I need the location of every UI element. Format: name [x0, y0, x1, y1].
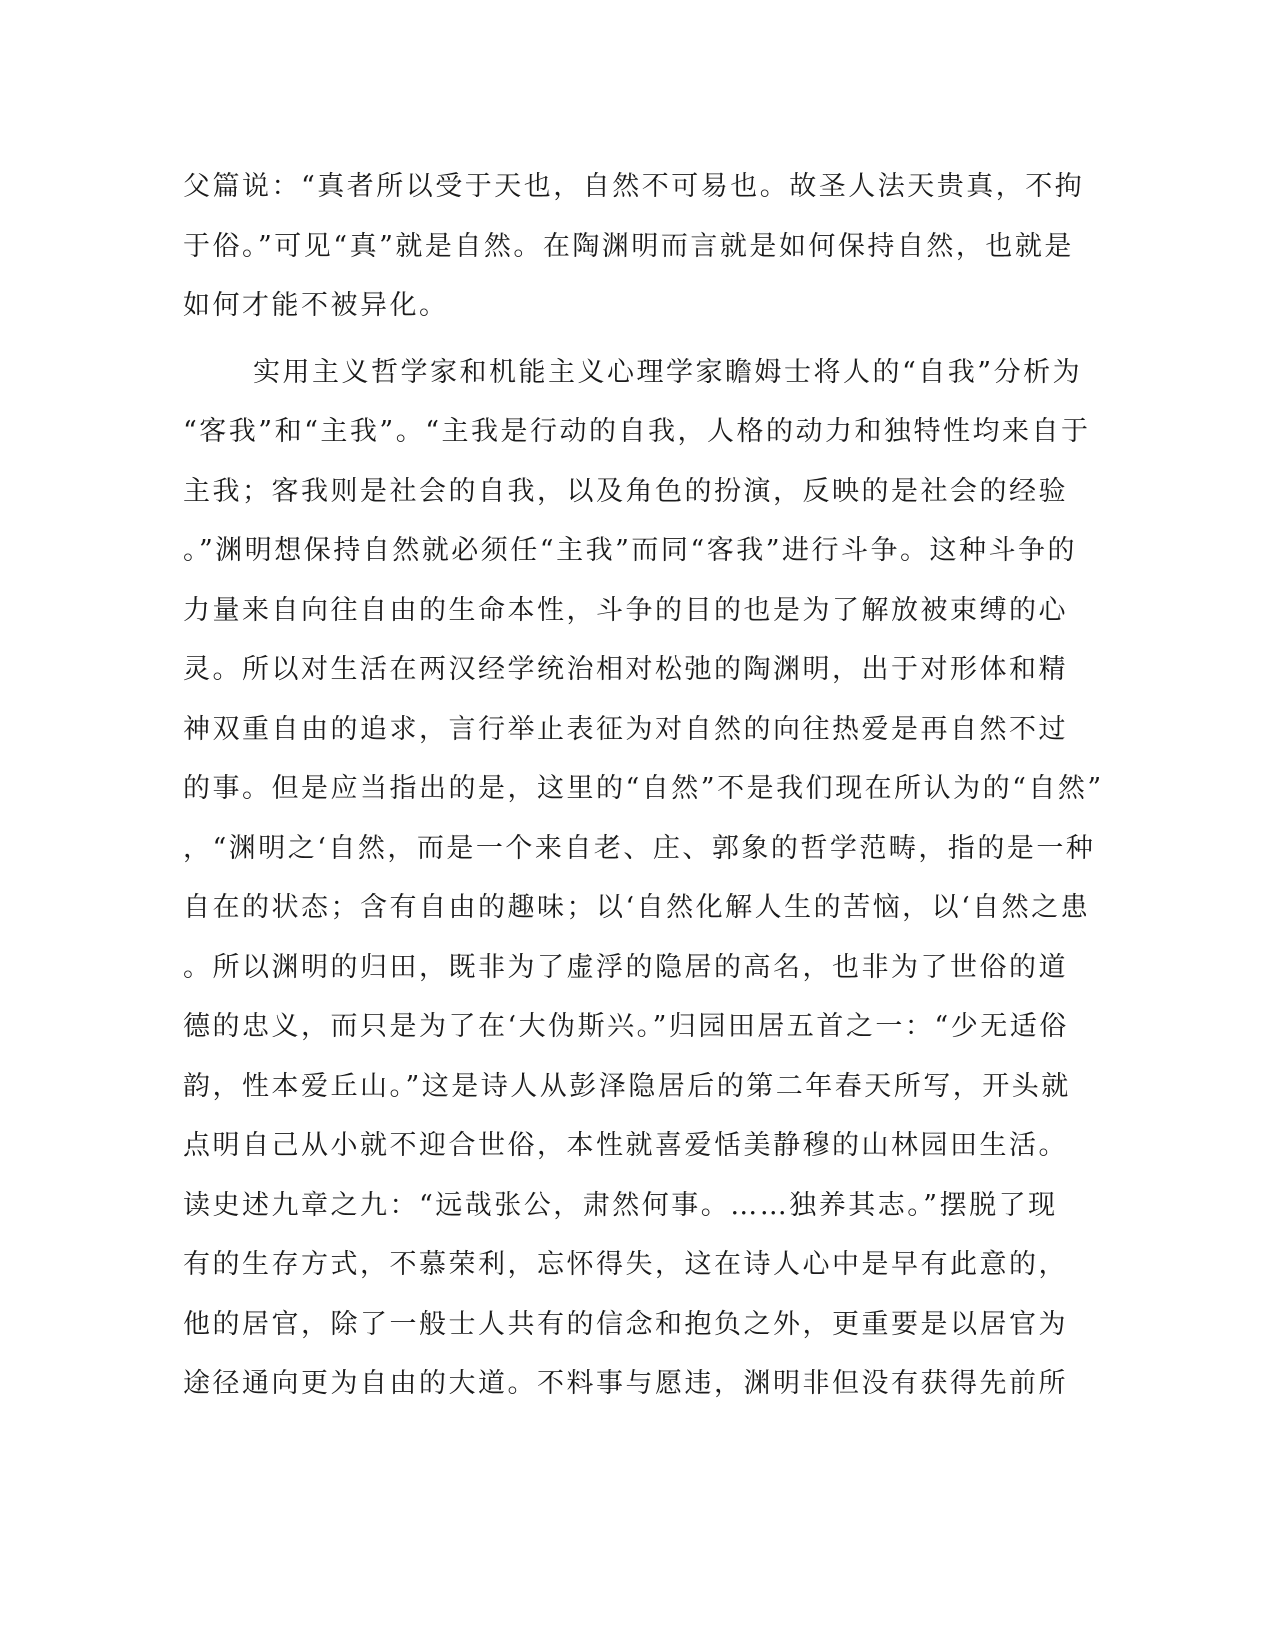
text-line: 。”渊明想保持自然就必须任“主我”而同“客我”进行斗争。这种斗争的 — [183, 535, 1078, 566]
text-line: 。所以渊明的归田，既非为了虚浮的隐居的高名，也非为了世俗的道 — [183, 951, 1068, 983]
text-line: 灵。所以对生活在两汉经学统治相对松弛的陶渊明，出于对形体和精 — [183, 654, 1068, 685]
body-text — [183, 157, 1104, 1414]
text-line: “客我”和“主我”。“主我是行动的自我，人格的动力和独特性均来自于 — [183, 416, 1091, 447]
text-line: 有的生存方式，不慕荣利，忘怀得失，这在诗人心中是早有此意的， — [183, 1249, 1068, 1280]
paragraph-1 — [183, 157, 1085, 336]
text-line: 于俗。”可见“真”就是自然。在陶渊明而言就是如何保持自然，也就是 — [183, 230, 1074, 262]
text-line: 读史述九章之九：“远哉张公，肃然何事。……独养其志。”摆脱了现 — [183, 1189, 1058, 1221]
text-line: 途径通向更为自由的大道。不料事与愿违，渊明非但没有获得先前所 — [183, 1368, 1068, 1399]
text-line: ，“渊明之‘自然，而是一个来自老、庄、郭象的哲学范畴，指的是一种 — [183, 832, 1096, 864]
text-line: 自在的状态；含有自由的趣味；以‘自然化解人生的苦恼，以‘自然之患 — [183, 892, 1091, 923]
text-line: 的事。但是应当指出的是，这里的“自然”不是我们现在所认为的“自然” — [183, 773, 1104, 804]
paragraph-2 — [183, 343, 1104, 1414]
text-line: 主我；客我则是社会的自我，以及角色的扮演，反映的是社会的经验 — [183, 475, 1068, 507]
text-line: 韵，性本爱丘山。”这是诗人从彭泽隐居后的第二年春天所写，开头就 — [183, 1070, 1071, 1102]
text-line: 力量来自向往自由的生命本性，斗争的目的也是为了解放被束缚的心 — [183, 594, 1068, 626]
text-line: 神双重自由的追求，言行举止表征为对自然的向往热爱是再自然不过 — [183, 713, 1068, 745]
text-line: 点明自己从小就不迎合世俗，本性就喜爱恬美静穆的山林园田生活。 — [183, 1130, 1068, 1161]
text-line: 如何才能不被异化。 — [183, 290, 449, 321]
text-line: 实用主义哲学家和机能主义心理学家瞻姆士将人的“自我”分析为 — [253, 356, 1083, 388]
text-line: 父篇说：“真者所以受于天也，自然不可易也。故圣人法天贵真，不拘 — [183, 171, 1085, 202]
paragraph-gap — [183, 336, 1043, 343]
text-line: 德的忠义，而只是为了在‘大伪斯兴。”归园田居五首之一：“少无适俗 — [183, 1011, 1069, 1042]
text-line: 他的居官，除了一般士人共有的信念和抱负之外，更重要是以居官为 — [183, 1308, 1068, 1340]
